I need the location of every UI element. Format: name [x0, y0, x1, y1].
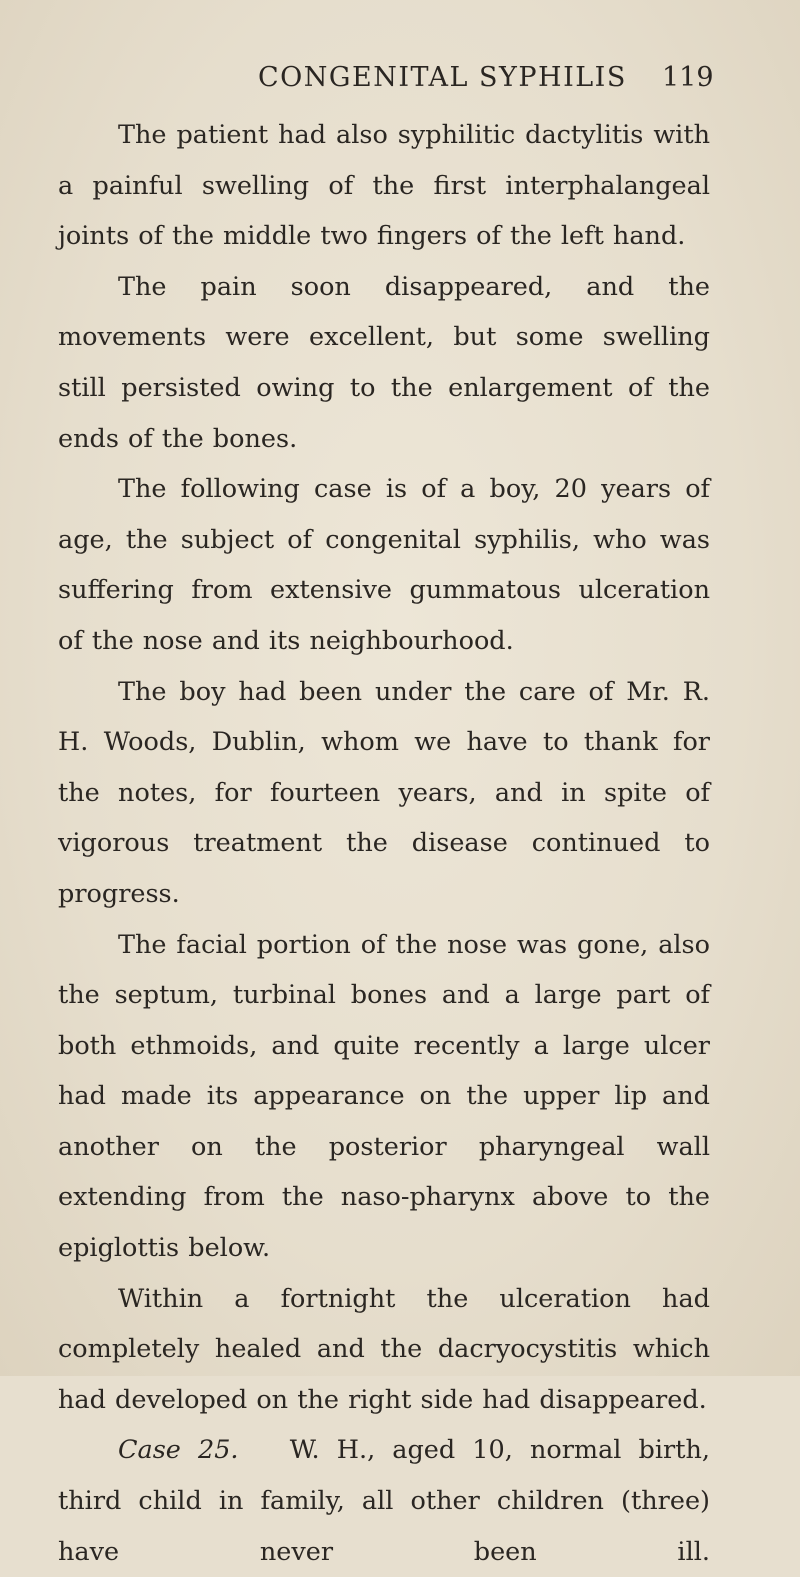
paragraph-boy-history: The boy had been under the care of Mr. R. H. Woods, Dublin, whom we have to thank for the notes, for fourteen years, and in spite of vigorous treatment the disease continued to progress.: [58, 676, 710, 909]
case-text: W. H., aged 10, normal birth, third child in family, all other children (three) have never been ill.: [58, 1435, 710, 1567]
body-text: [58, 110, 710, 1577]
case-label: Case 25.: [118, 1435, 239, 1466]
page-number: 119: [662, 62, 714, 93]
paragraph-facial-portion: The facial portion of the nose was gone, also the septum, turbinal bones and a large part of both ethmoids, and quite recently a large ulcer had made its appearance on the upper lip and another on the posterior pharyngeal wall extending from the naso-pharynx above to the epiglottis below.: [58, 929, 710, 1264]
running-title: CONGENITAL SYPHILIS: [258, 62, 627, 93]
page-header: [0, 62, 800, 102]
paragraph-case-25: [58, 1425, 710, 1577]
paragraph-following-case: The following case is of a boy, 20 years of age, the subject of congenital syphilis, who was suffering from extensive gummatous ulceration of the nose and its neighbourhood.: [58, 474, 710, 656]
paragraph-pain: The pain soon disappeared, and the movements were excellent, but some swelling still persisted owing to the enlargement of the ends of the bones.: [58, 271, 710, 454]
paragraph-dactylitis: The patient had also syphilitic dactylitis with a painful swelling of the first interphalangeal joints of the middle two fingers of the left hand.: [58, 120, 710, 252]
paragraph-within-fortnight: Within a fortnight the ulceration had completely healed and the dacryocystitis which had developed on the right side had disappeared.: [58, 1283, 710, 1415]
